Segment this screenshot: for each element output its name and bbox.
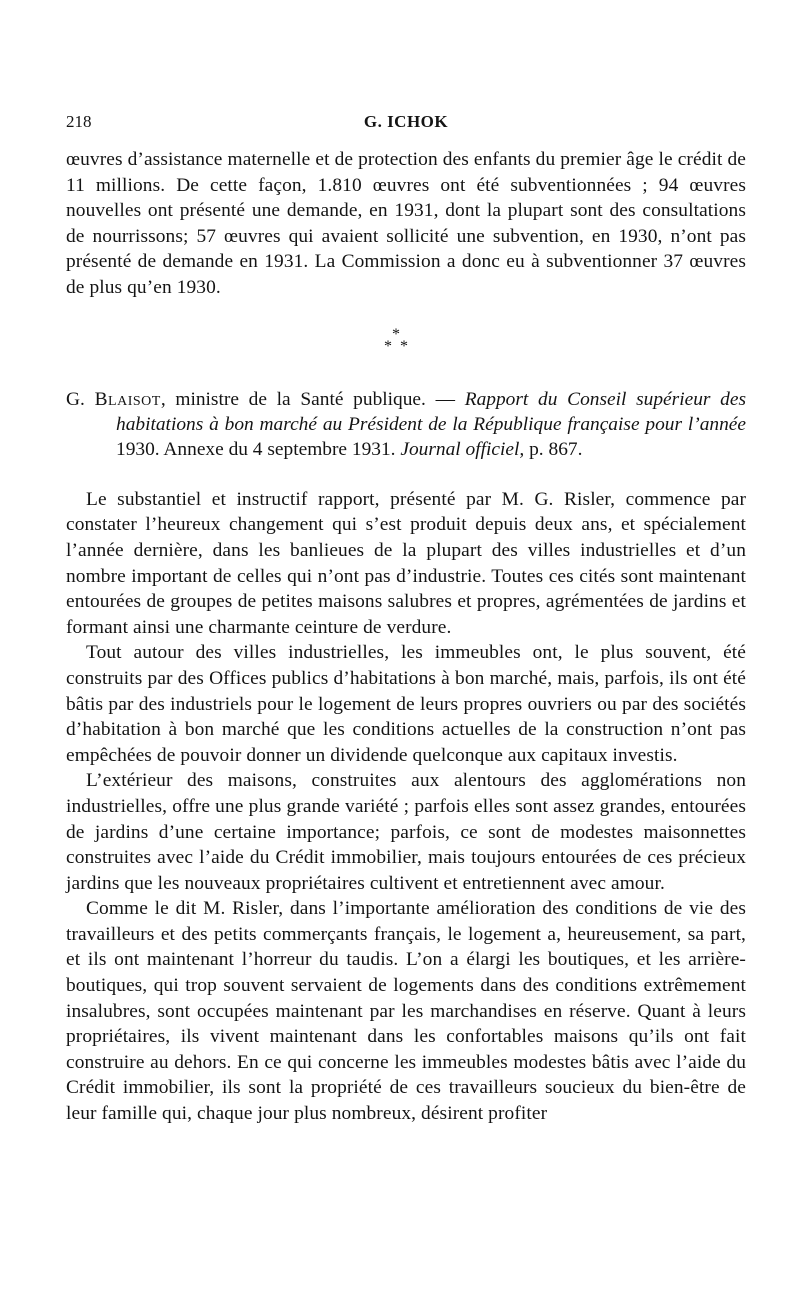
- author-surname: Blaisot: [94, 388, 161, 410]
- asterism-star-right: *: [400, 337, 408, 355]
- page-number: 218: [66, 112, 92, 131]
- author-initial: G.: [66, 388, 85, 410]
- journal-name: Journal officiel,: [400, 439, 525, 461]
- annex-date: Annexe du 4 septembre 1931.: [163, 439, 396, 461]
- report-year: 1930.: [116, 439, 160, 461]
- report-title: Rapport du Conseil supérieur des habitations à bon marché au Président de la République française pour l’année: [116, 388, 747, 435]
- asterism-star-top: *: [392, 325, 400, 343]
- page-header: [66, 112, 746, 138]
- body-paragraph-2: Tout autour des villes industrielles, les immeubles ont, le plus souvent, été construits par des Offices publics d’habitations à bon marché, mais, parfois, ils ont été bâtis par des industriels pour le logement de leurs propres ouvriers ou par des sociétés d’habitation à bon marché que les conditions actuelles de la construction n’ont pas empêchées de pouvoir donner un dividende quelconque aux capitaux investis.: [66, 642, 746, 766]
- asterism-star-left: *: [384, 337, 392, 355]
- bibliographic-reference: [66, 387, 746, 463]
- book-page: [66, 112, 746, 1127]
- author-role: , ministre de la Santé publique. —: [160, 388, 456, 410]
- asterism-separator: [66, 315, 746, 365]
- running-head: G. ICHOK: [363, 112, 449, 131]
- body-paragraph-4: Comme le dit M. Risler, dans l’importante amélioration des conditions de vie des travailleurs et des petits commerçants français, le logement a, heureusement, sa part, et ils ont maintenant l’horreur du taudis. L’on a élargi les boutiques, et les arrière-boutiques, qui trop souvent servaient de logements dans des conditions extrêmement insalubres, sont occupées maintenant par les marchandises en réserve. Quant à leurs propriétaires, ils vivent maintenant dans les confortables maisons qu’ils ont fait construire au dehors. En ce qui concerne les immeubles modestes bâtis avec l’aide du Crédit immobilier, ils sont la propriété de ces travailleurs soucieux du bien-être de leur famille qui, chaque jour plus nombreux, désirent profiter: [66, 898, 746, 1125]
- body-paragraph-1: Le substantiel et instructif rapport, présenté par M. G. Risler, commence par constater l’heureux changement qui s’est produit depuis deux ans, et spécialement l’année dernière, dans les banlieues de la plupart des villes industrielles et d’un nombre important de celles qui n’ont pas d’industrie. Toutes ces cités sont maintenant entourées de groupes de petites maisons salubres et propres, agrémentées de jardins et formant ainsi une charmante ceinture de verdure.: [66, 488, 746, 638]
- reference-pages: p. 867.: [529, 439, 583, 461]
- intro-paragraph: œuvres d’assistance maternelle et de protection des enfants du premier âge le crédit de 11 millions. De cette façon, 1.810 œuvres ont été subventionnées ; 94 œuvres nouvelles ont présenté une demande, en 1931, dont la plupart sont des consultations de nourrissons; 57 œuvres qui avaient sollicité une subvention, en 1930, n’ont pas présenté de demande en 1931. La Commission a donc eu à subventionner 37 œuvres de plus qu’en 1930.: [66, 149, 746, 298]
- body-paragraph-3: L’extérieur des maisons, construites aux alentours des agglomérations non industrielles, offre une plus grande variété ; parfois elles sont assez grandes, entourées de jardins d’une certaine importance; parfois, ce sont de modestes maisonnettes construites avec l’aide du Crédit immobilier, mais toujours entourées de ces précieux jardins que les nouveaux propriétaires cultivent et entretiennent avec amour.: [66, 770, 746, 894]
